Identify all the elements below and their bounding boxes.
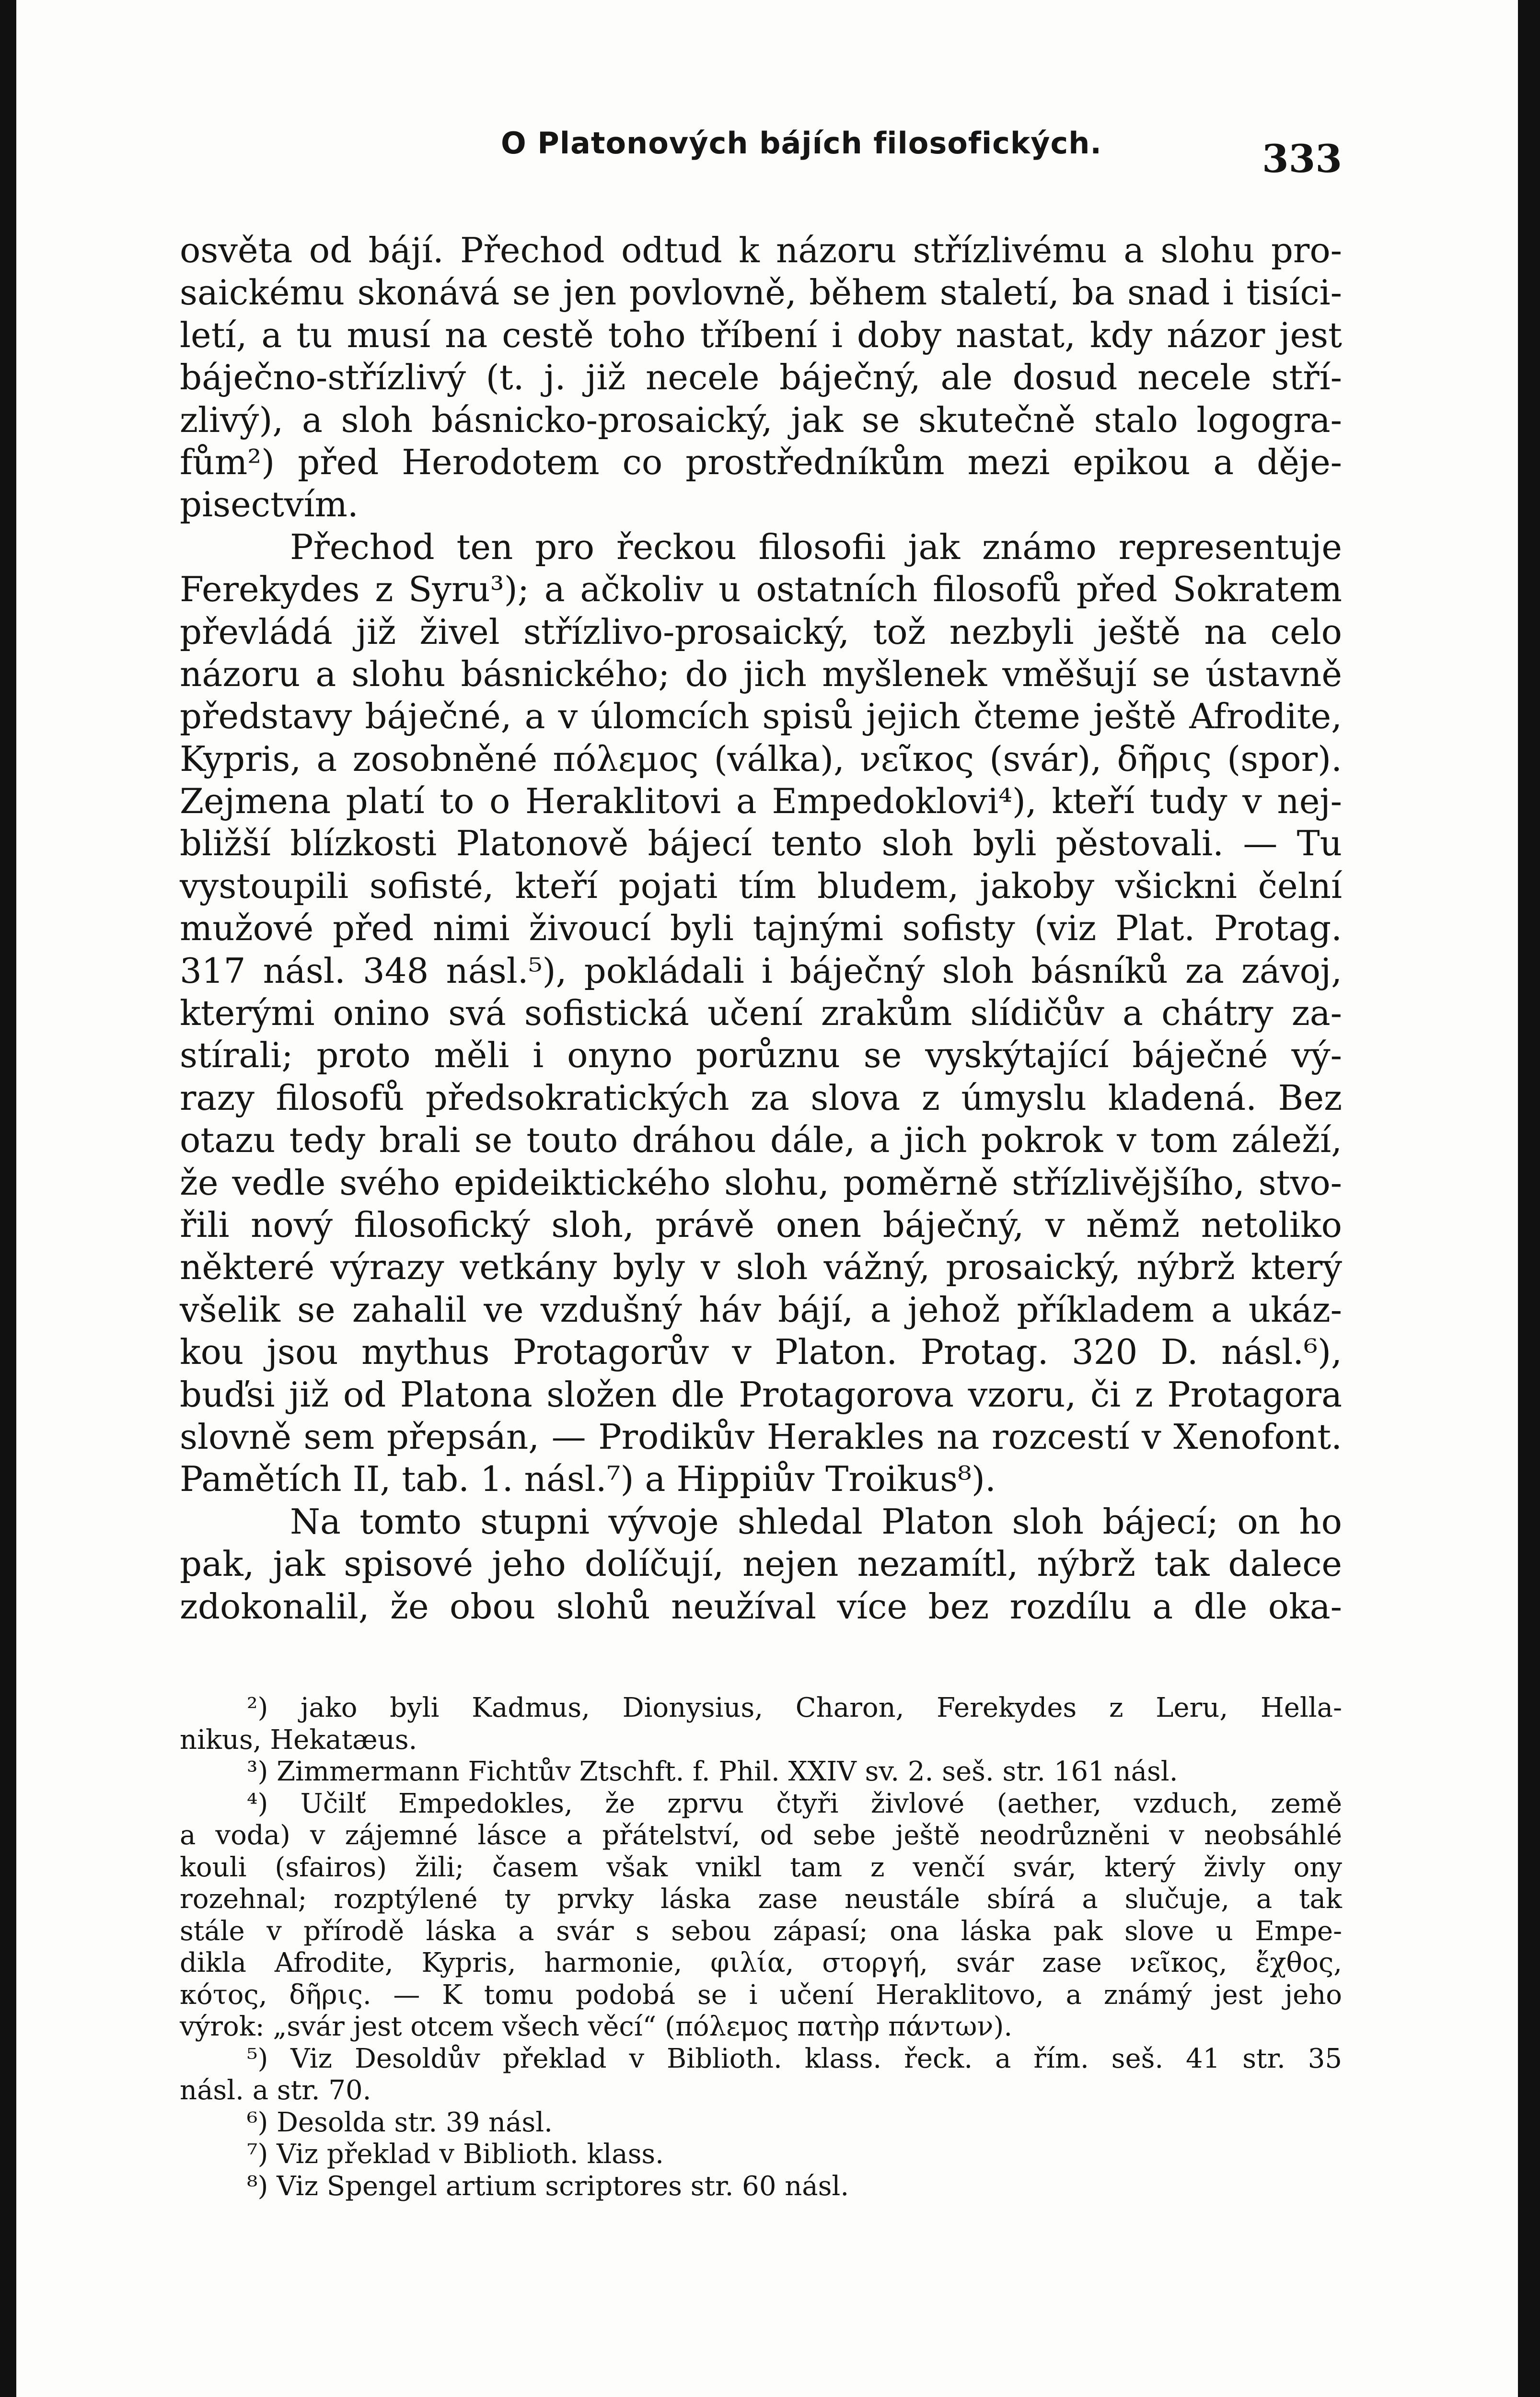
footnote-line: ³) Zimmermann Fichtův Ztschft. f. Phil. XXIV sv. 2. seš. str. 161 násl.	[247, 1756, 1178, 1787]
footnote-line: rozehnal; rozptýlené ty prvky láska zase neustále sbírá a slučuje, a tak	[180, 1884, 1342, 1915]
text-line: kou jsou mythus Protagorův v Platon. Protag. 320 D. násl.⁶),	[180, 1332, 1342, 1373]
footnote-line: násl. a str. 70.	[180, 2075, 371, 2106]
text-line: slovně sem přepsán, — Prodikův Herakles na rozcestí v Xenofont.	[180, 1416, 1342, 1457]
text-line: kterými onino svá sofistická učení zrakům slídičův a chátry za-	[180, 993, 1342, 1034]
footnote-line: ⁷) Viz překlad v Biblioth. klass.	[247, 2139, 664, 2170]
text-line: Přechod ten pro řeckou filosofii jak známo representuje	[290, 526, 1342, 567]
text-line: buďsi již od Platona složen dle Protagorova vzoru, či z Protagora	[180, 1374, 1342, 1415]
text-line: Zejmena platí to o Heraklitovi a Empedoklovi⁴), kteří tudy v nej-	[180, 781, 1342, 822]
footnote-line: ⁵) Viz Desoldův překlad v Biblioth. klass. řeck. a řím. seš. 41 str. 35	[247, 2043, 1342, 2074]
text-line: Ferekydes z Syru³); a ačkoliv u ostatních filosofů před Sokratem	[180, 569, 1342, 610]
scan-edge-right	[1518, 0, 1540, 2397]
footnote-line: ⁶) Desolda str. 39 násl.	[247, 2106, 553, 2138]
footnote-line: dikla Afrodite, Kypris, harmonie, φιλία, στοργή, svár zase νεῖκος, ἔχθος,	[180, 1947, 1342, 1978]
text-line: saickému skonává se jen povlovně, během staletí, ba snad i tisíci-	[180, 272, 1342, 313]
text-line: mužové před nimi živoucí byli tajnými sofisty (viz Plat. Protag.	[180, 908, 1342, 949]
page-number: 333	[1262, 136, 1342, 181]
footnote-line: ⁸) Viz Spengel artium scriptores str. 60 násl.	[247, 2170, 849, 2202]
text-line: stírali; proto měli i onyno porůznu se vyskýtající báječné vý-	[180, 1035, 1342, 1076]
footnote-line: a voda) v zájemné lásce a přátelství, od sebe ještě neodrůzněni v neobsáhlé	[180, 1820, 1342, 1851]
text-line: zdokonalil, že obou slohů neužíval více bez rozdílu a dle oka-	[180, 1586, 1342, 1627]
text-line: razy filosofů předsokratických za slova z úmyslu kladená. Bez	[180, 1077, 1342, 1118]
text-line: některé výrazy vetkány byly v sloh vážný, prosaický, nýbrž který	[180, 1247, 1342, 1288]
book-page	[180, 0, 1342, 2397]
text-line: 317 násl. 348 násl.⁵), pokládali i báječný sloh básníků za závoj,	[180, 950, 1342, 991]
footnote-line: nikus, Hekatæus.	[180, 1724, 417, 1756]
text-line: že vedle svého epideiktického slohu, poměrně střízlivějšího, stvo-	[180, 1162, 1342, 1203]
text-line: převládá již živel střízlivo-prosaický, tož nezbyli ještě na celo	[180, 611, 1342, 652]
footnote-line: ⁴) Učilť Empedokles, že zprvu čtyři živlové (aether, vzduch, země	[247, 1788, 1342, 1819]
text-line: otazu tedy brali se touto dráhou dále, a jich pokrok v tom záleží,	[180, 1120, 1342, 1161]
text-line: zlivý), a sloh básnicko-prosaický, jak se skutečně stalo logogra-	[180, 399, 1342, 440]
footnote-line: kouli (sfairos) žili; časem však vnikl tam z venčí svár, který živly ony	[180, 1851, 1342, 1883]
text-line: řili nový filosofický sloh, právě onen báječný, v němž netoliko	[180, 1204, 1342, 1245]
footnote-line: výrok: „svár jest otcem všech věcí“ (πόλεμος πατὴρ πάντων).	[180, 2011, 1013, 2042]
text-line: fům²) před Herodotem co prostředníkům mezi epikou a děje-	[180, 442, 1342, 482]
text-line: všelik se zahalil ve vzdušný háv bájí, a jehož příkladem a ukáz-	[180, 1289, 1342, 1330]
footnote-line: stále v přírodě láska a svár s sebou zápasí; ona láska pak slove u Empe-	[180, 1915, 1342, 1947]
footnotes	[180, 1692, 1342, 2202]
text-line: pak, jak spisové jeho dolíčují, nejen nezamítl, nýbrž tak dalece	[180, 1544, 1342, 1584]
text-line: osvěta od bájí. Přechod odtud k názoru střízlivému a slohu pro-	[180, 230, 1342, 270]
text-line: vystoupili sofisté, kteří pojati tím bludem, jakoby všickni čelní	[180, 865, 1342, 906]
text-line: představy báječné, a v úlomcích spisů jejich čteme ještě Afrodite,	[180, 696, 1342, 737]
text-line: letí, a tu musí na cestě toho tříbení i doby nastat, kdy názor jest	[180, 314, 1342, 355]
text-line: bližší blízkosti Platonově bájecí tento sloh byli pěstovali. — Tu	[180, 823, 1342, 864]
text-line: pisectvím.	[180, 484, 359, 525]
main-text	[180, 229, 1342, 1628]
text-line: Na tomto stupni vývoje shledal Platon sloh bájecí; on ho	[290, 1501, 1342, 1542]
footnote-line: ²) jako byli Kadmus, Dionysius, Charon, Ferekydes z Leru, Hella-	[247, 1692, 1342, 1723]
text-line: názoru a slohu básnického; do jich myšlenek vměšují se ústavně	[180, 653, 1342, 694]
footnote-line: κότος, δῆρις. — K tomu podobá se i učení Heraklitovo, a známý jest jeho	[180, 1979, 1342, 2011]
scan-edge-left	[0, 0, 16, 2397]
text-line: Kypris, a zosobněné πόλεμος (válka), νεῖκος (svár), δῆρις (spor).	[180, 738, 1342, 779]
running-title: O Platonových bájích filosofických.	[501, 126, 1102, 161]
text-line: báječno-střízlivý (t. j. již necele báječný, ale dosud necele stří-	[180, 357, 1342, 398]
text-line: Pamětích II, tab. 1. násl.⁷) a Hippiův Troikus⁸).	[180, 1459, 996, 1500]
page-header	[180, 117, 1342, 181]
